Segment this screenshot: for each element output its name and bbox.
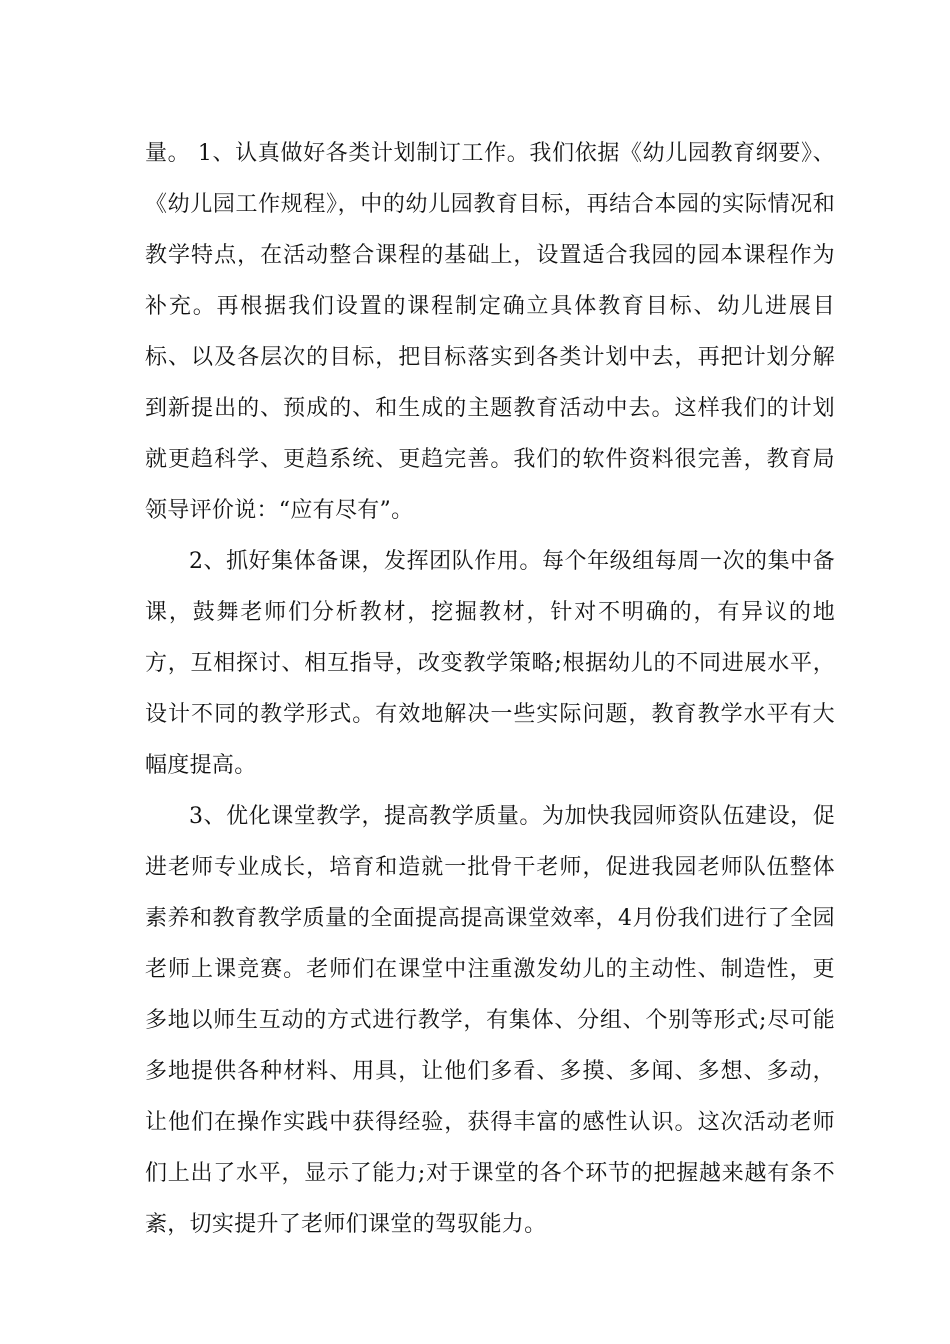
paragraph-classroom-teaching: 3、优化课堂教学，提高教学质量。为加快我园师资队伍建设，促进老师专业成长，培育和造就一批骨干老师，促进我园老师队伍整体素养和教育教学质量的全面提高提高课堂效率，4月份我们进行了全园老师上课竞赛。老师们在课堂中注重激发幼儿的主动性、制造性，更多地以师生互动的方式进行教学，有集体、分组、个别等形式;尽可能多地提供各种材料、用具，让他们多看、多摸、多闻、多想、多动，让他们在操作实践中获得经验，获得丰富的感性认识。这次活动老师们上出了水平，显示了能力;对于课堂的各个环节的把握越来越有条不紊，切实提升了老师们课堂的驾驭能力。 [145, 804, 835, 1237]
paragraph-planning: 量。 1、认真做好各类计划制订工作。我们依据《幼儿园教育纲要》、《幼儿园工作规程》，中的幼儿园教育目标，再结合本园的实际情况和教学特点，在活动整合课程的基础上，设置适合我园的园本课程作为补充。再根据我们设置的课程制定确立具体教育目标、幼儿进展目标、以及各层次的目标，把目标落实到各类计划中去，再把计划分解到新提出的、预成的、和生成的主题教育活动中去。这样我们的计划就更趋科学、更趋系统、更趋完善。我们的软件资料很完善，教育局领导评价说：“应有尽有”。 [145, 141, 835, 523]
document-body [145, 128, 835, 1250]
paragraph-lesson-preparation: 2、抓好集体备课，发挥团队作用。每个年级组每周一次的集中备课，鼓舞老师们分析教材，挖掘教材，针对不明确的，有异议的地方，互相探讨、相互指导，改变教学策略;根据幼儿的不同进展水平，设计不同的教学形式。有效地解决一些实际问题，教育教学水平有大幅度提高。 [145, 549, 835, 778]
